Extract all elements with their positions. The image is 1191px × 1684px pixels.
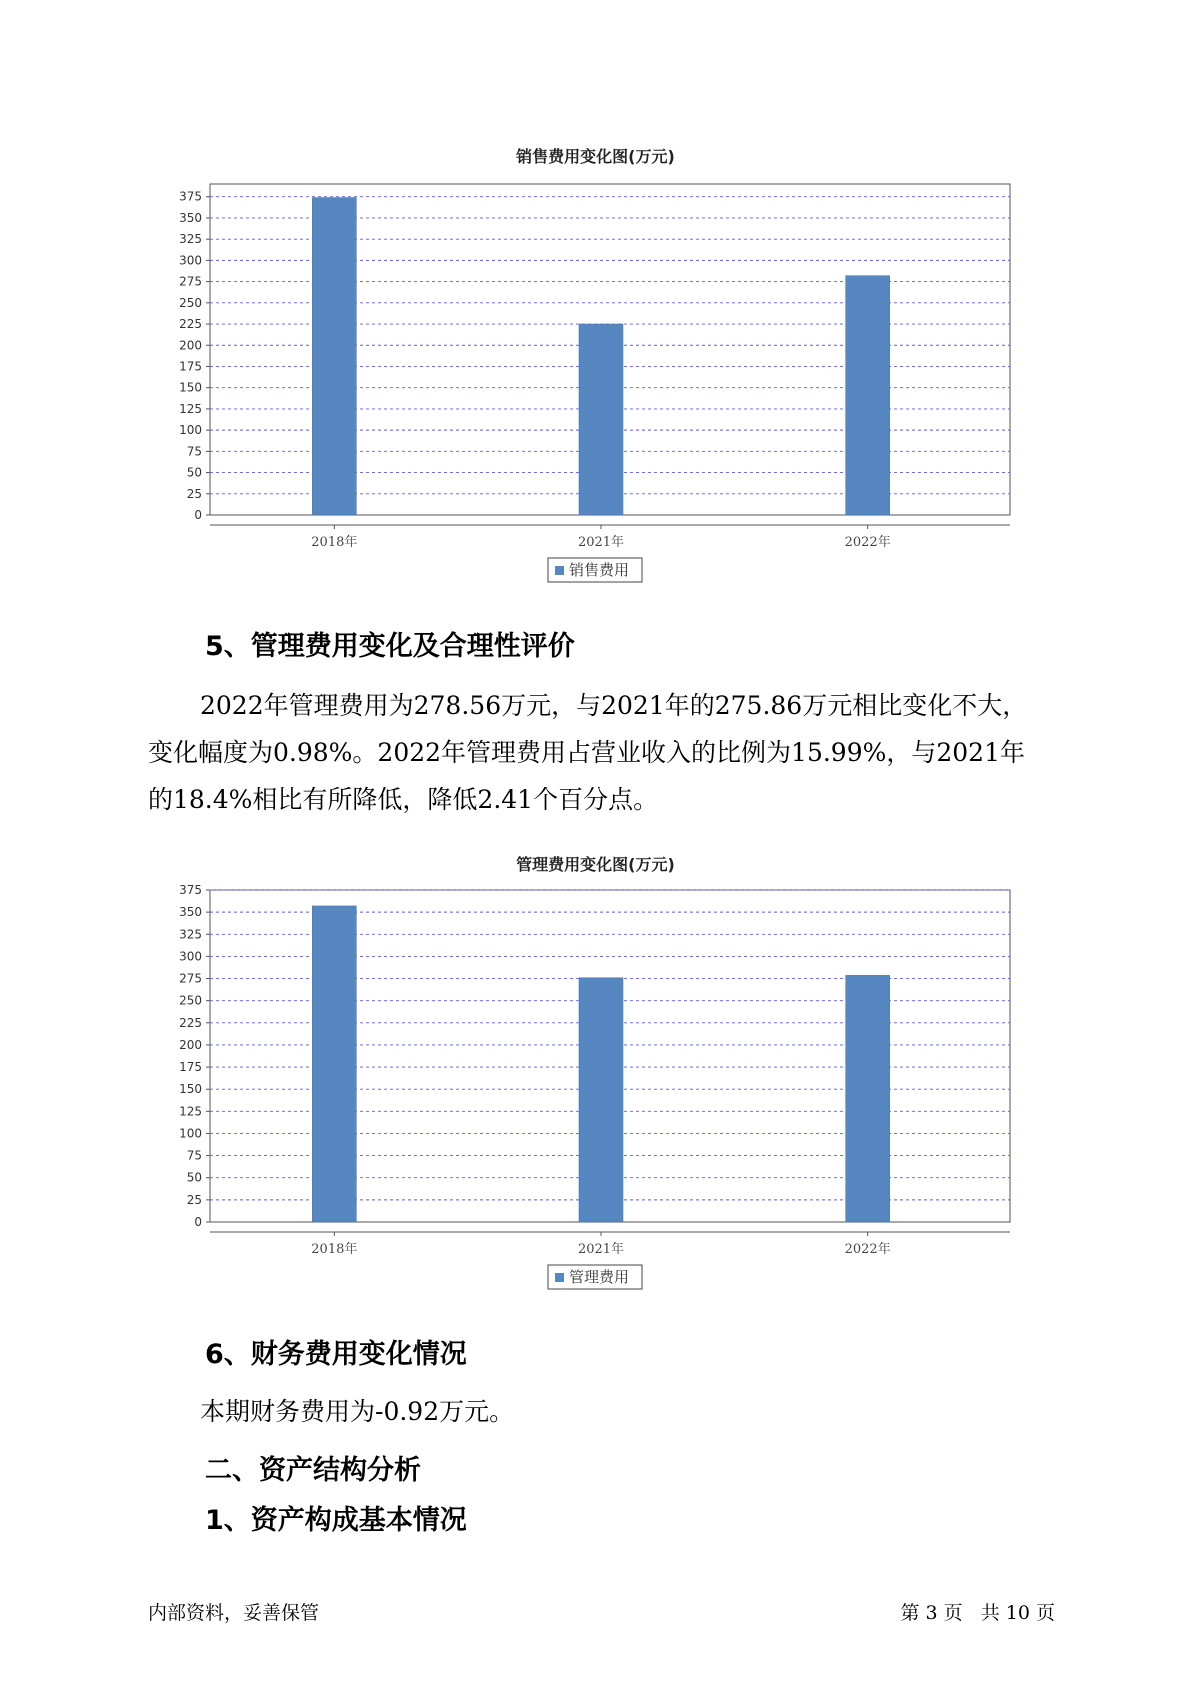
sales-y-tick-label: 100 (179, 423, 202, 438)
admin-legend-label: 管理费用 (569, 1268, 630, 1286)
sales-y-tick-label: 175 (179, 359, 202, 374)
sales-y-tick-label: 225 (179, 317, 202, 332)
admin-y-tick-label: 50 (186, 1170, 202, 1185)
admin-y-tick-label: 300 (179, 949, 202, 964)
admin-x-tick-label: 2018年 (311, 1242, 358, 1257)
admin-expense-chart (0, 878, 1191, 1308)
admin-y-tick-label: 100 (179, 1126, 202, 1141)
sales-y-tick-label: 200 (179, 338, 202, 353)
sales-x-tick-label: 2021年 (577, 535, 625, 550)
part-2-heading: 二、资产结构分析 (205, 1455, 421, 1486)
sales-y-tick-label: 375 (179, 189, 202, 204)
sales-y-tick-label: 75 (186, 444, 202, 459)
admin-y-tick-label: 325 (179, 927, 202, 942)
sales-bar-2022年 (846, 276, 890, 515)
footer-page-number: 第 3 页 共 10 页 (900, 1602, 1055, 1624)
sales-chart-title: 销售费用变化图(万元) (516, 147, 675, 166)
section-5-paragraph (148, 682, 1048, 823)
sales-x-tick-label: 2022年 (844, 535, 891, 550)
section-5-text: 2022年管理费用为278.56万元，与2021年的275.86万元相比变化不大，变化幅度为0.98%。2022年管理费用占营业收入的比例为15.99%，与2021年的18.4%相比有所降低，降低2.41个百分点。 (148, 691, 1028, 814)
sales-y-tick-label: 0 (194, 508, 202, 522)
admin-y-tick-label: 125 (179, 1104, 202, 1119)
sales-y-tick-label: 50 (186, 465, 202, 480)
admin-y-tick-label: 25 (186, 1192, 202, 1207)
section-6-text: 本期财务费用为-0.92万元。 (200, 1397, 515, 1426)
admin-bar-2022年 (846, 975, 890, 1222)
part-2-subheading: 1、资产构成基本情况 (205, 1505, 467, 1536)
sales-y-tick-label: 150 (179, 380, 202, 395)
sales-expense-chart (0, 170, 1191, 590)
sales-y-tick-label: 275 (179, 274, 202, 289)
admin-chart-title: 管理费用变化图(万元) (516, 855, 675, 874)
admin-x-tick-label: 2022年 (844, 1242, 891, 1257)
admin-y-tick-label: 150 (179, 1082, 202, 1097)
admin-y-tick-label: 200 (179, 1037, 202, 1052)
footer-confidential-note: 内部资料，妥善保管 (148, 1602, 320, 1624)
sales-legend-swatch (555, 566, 564, 575)
section-6-paragraph (148, 1388, 1048, 1435)
sales-y-tick-label: 350 (179, 210, 202, 225)
admin-y-tick-label: 275 (179, 971, 202, 986)
admin-y-tick-label: 350 (179, 905, 202, 920)
sales-y-tick-label: 25 (186, 486, 202, 501)
admin-y-tick-label: 375 (179, 883, 202, 897)
admin-x-tick-label: 2021年 (577, 1242, 625, 1257)
admin-legend-swatch (555, 1273, 564, 1282)
section-6-heading: 6、财务费用变化情况 (205, 1339, 467, 1370)
sales-y-tick-label: 250 (179, 295, 202, 310)
admin-bar-2021年 (579, 978, 623, 1222)
sales-bar-2018年 (312, 198, 356, 515)
admin-y-tick-label: 75 (186, 1148, 202, 1163)
sales-x-tick-label: 2018年 (311, 535, 358, 550)
admin-y-tick-label: 225 (179, 1015, 202, 1030)
sales-y-tick-label: 325 (179, 232, 202, 247)
sales-y-tick-label: 125 (179, 401, 202, 416)
admin-y-tick-label: 175 (179, 1060, 202, 1075)
admin-y-tick-label: 0 (194, 1215, 202, 1229)
sales-bar-2021年 (579, 324, 623, 515)
admin-bar-2018年 (312, 906, 356, 1222)
sales-legend-label: 销售费用 (569, 561, 630, 579)
section-5-heading: 5、管理费用变化及合理性评价 (205, 631, 575, 662)
sales-y-tick-label: 300 (179, 253, 202, 268)
admin-y-tick-label: 250 (179, 993, 202, 1008)
